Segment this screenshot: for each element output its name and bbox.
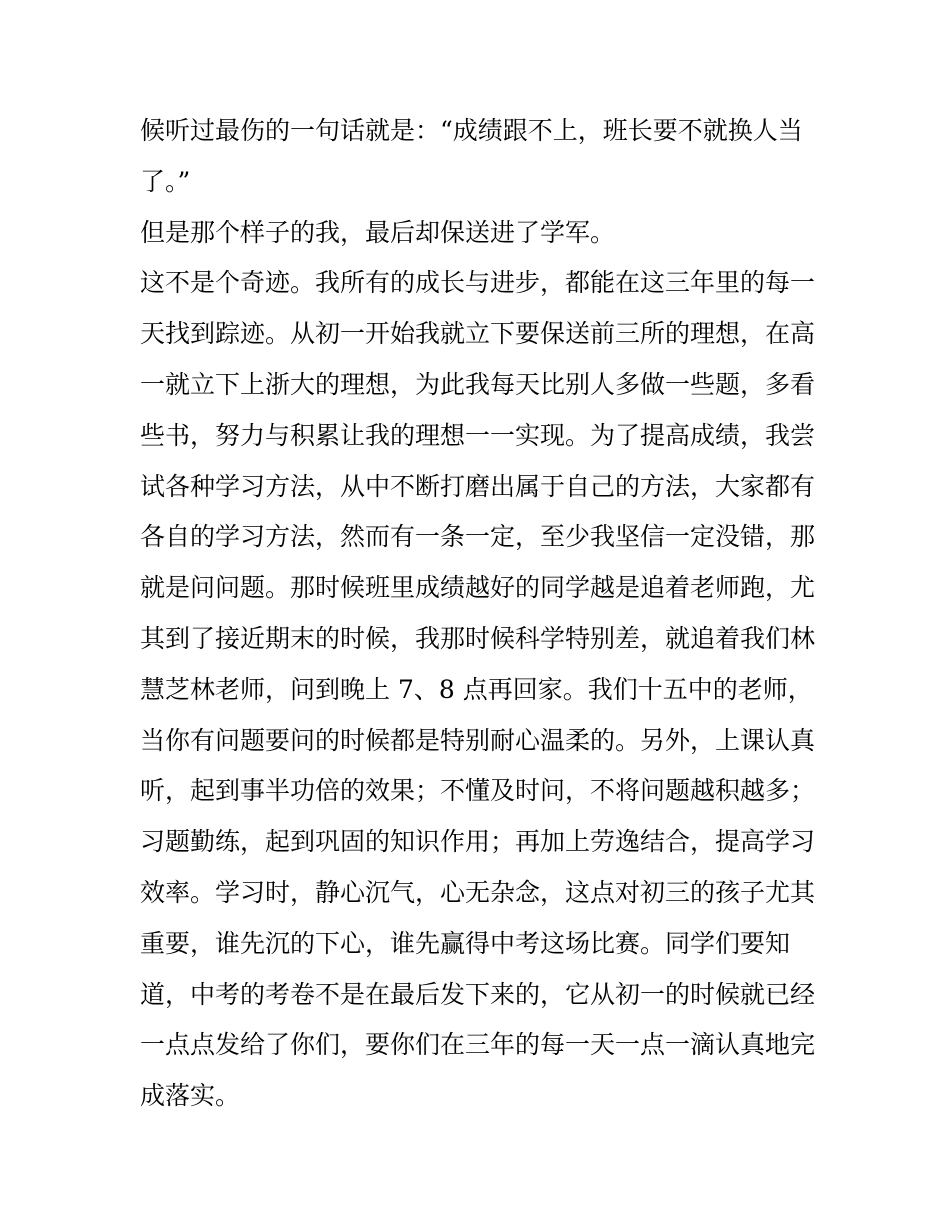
text-line: 一就立下上浙大的理想，为此我每天比别人多做一些题，多看 — [140, 369, 816, 399]
text-line: 成落实。 — [140, 1081, 241, 1111]
text-line: 当你有问题要问的时候都是特别耐心温柔的。另外，上课认真 — [140, 725, 816, 755]
text-line: 试各种学习方法，从中不断打磨出属于自己的方法，大家都有 — [140, 471, 816, 501]
text-line: 重要，谁先沉的下心，谁先赢得中考这场比赛。同学们要知 — [140, 928, 791, 958]
text-line: 这不是个奇迹。我所有的成长与进步，都能在这三年里的每一 — [140, 268, 816, 298]
text-line: 就是问问题。那时候班里成绩越好的同学越是追着老师跑，尤 — [140, 573, 816, 603]
text-line: 效率。学习时，静心沉气，心无杂念，这点对初三的孩子尤其 — [140, 877, 816, 907]
text-line: 各自的学习方法，然而有一条一定，至少我坚信一定没错，那 — [140, 522, 816, 552]
text-line: 天找到踪迹。从初一开始我就立下要保送前三所的理想，在高 — [140, 319, 816, 349]
text-line: 道，中考的考卷不是在最后发下来的，它从初一的时候就已经 — [140, 979, 816, 1009]
text-line: 候听过最伤的一句话就是：“成绩跟不上，班长要不就换人当 — [140, 116, 803, 145]
text-line: 习题勤练，起到巩固的知识作用；再加上劳逸结合，提高学习 — [140, 827, 816, 857]
text-line: 慧芝林老师，问到晚上 7、8 点再回家。我们十五中的老师， — [140, 674, 813, 704]
text-line: 了。” — [140, 166, 191, 196]
text-line: 些书，努力与积累让我的理想一一实现。为了提高成绩，我尝 — [140, 420, 816, 450]
body-text — [140, 106, 820, 1122]
text-line: 听，起到事半功倍的效果；不懂及时问，不将问题越积越多； — [140, 776, 816, 806]
text-line: 但是那个样子的我，最后却保送进了学军。 — [140, 217, 616, 247]
text-line: 其到了接近期末的时候，我那时候科学特别差，就追着我们林 — [140, 623, 816, 653]
text-line: 一点点发给了你们，要你们在三年的每一天一点一滴认真地完 — [140, 1030, 816, 1060]
